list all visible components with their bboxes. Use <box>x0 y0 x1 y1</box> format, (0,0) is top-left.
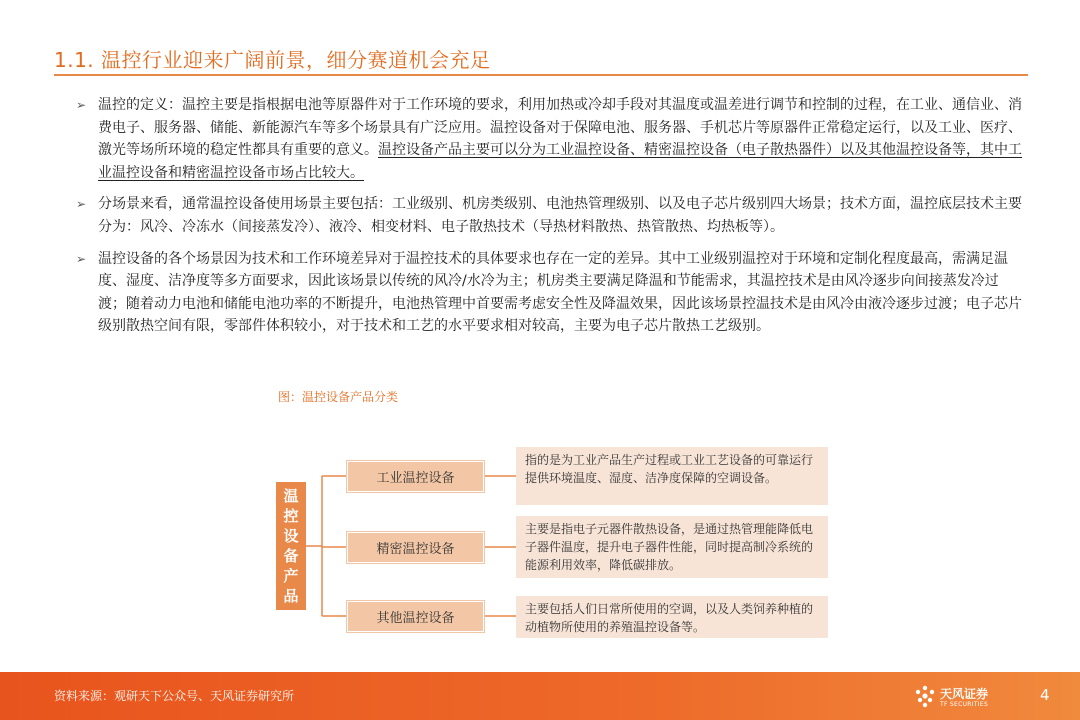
tf-logo-icon <box>914 684 936 708</box>
category-other: 其他温控设备 <box>347 601 484 632</box>
root-char: 产 <box>283 567 299 585</box>
diagram-root-node <box>276 482 306 610</box>
bullet-text: 温控的定义：温控主要是指根据电池等原器件对于工作环境的要求，利用加热或冷却手段对其温度或温差进行调节和控制的过程，在工业、通信业、消费电子、服务器、储能、新能源汽车等多个场景具有广泛应用。温控设备对于保障电池、服务器、手机芯片等原器件正常稳定运行，以及工业、医疗、激光等场所环境的稳定性都具有重要的意义。 <box>98 97 1022 159</box>
arrow-bullet-icon: ➢ <box>76 251 87 266</box>
root-char: 品 <box>283 587 299 605</box>
arrow-bullet-icon: ➢ <box>76 197 87 212</box>
desc-other: 主要包括人们日常所使用的空调，以及人类饲养种植的动植物所使用的养殖温控设备等。 <box>516 596 828 638</box>
page-number: 4 <box>1040 686 1050 704</box>
category-precision: 精密温控设备 <box>347 532 484 563</box>
desc-precision: 主要是指电子元器件散热设备，是通过热管理能降低电子器件温度，提升电子器件性能，同时提高制冷系统的能源利用效率，降低碳排放。 <box>516 516 828 578</box>
source-note: 资料来源：观研天下公众号、天风证券研究所 <box>54 689 295 703</box>
bullet-text: 分场景来看，通常温控设备使用场景主要包括：工业级别、机房类级别、电池热管理级别、以及电子芯片级别四大场景；技术方面，温控底层技术主要分为：风冷、冷冻水（间接蒸发冷）、液冷、相变材料、电子散热技术（导热材料散热、热管散热、均热板等）。 <box>98 196 1022 235</box>
desc-industrial: 指的是为工业产品生产过程或工业工艺设备的可靠运行提供环境温度、湿度、洁净度保障的空调设备。 <box>516 447 828 505</box>
root-char: 温 <box>283 487 299 505</box>
bullet-text-underlined: 温控设备产品主要可以分为工业温控设备、精密温控设备（电子散热器件）以及其他温控设备等，其中工业温控设备和精密温控设备市场占比较大。 <box>98 142 1022 181</box>
root-char: 控 <box>283 507 299 525</box>
brand-name: 天风证券 <box>940 687 989 701</box>
figure-caption: 图：温控设备产品分类 <box>278 390 399 404</box>
page-title: 1.1. 温控行业迎来广阔前景，细分赛道机会充足 <box>54 48 491 72</box>
bullet-text: 温控设备的各个场景因为技术和工作环境差异对于温控技术的具体要求也存在一定的差异。其中工业级别温控对于环境和定制化程度最高，需满足温度、湿度、洁净度等多方面要求，因此该场景以传统的风冷/水冷为主；机房类主要满足降温和节能需求，其温控技术是由风冷逐步向间接蒸发冷过渡；随着动力电池和储能电池功率的不断提升，电池热管理中首要需考虑安全性及降温效果，因此该场景控温技术是由风冷由液冷逐步过渡；电子芯片级别散热空间有限，零部件体积较小，对于技术和工艺的水平要求相对较高，主要为电子芯片散热工艺级别。 <box>98 250 1022 335</box>
brand-subtitle: TF SECURITIES <box>940 701 989 708</box>
root-char: 备 <box>283 547 299 565</box>
category-industrial: 工业温控设备 <box>347 461 484 492</box>
arrow-bullet-icon: ➢ <box>76 98 87 112</box>
root-char: 设 <box>283 527 299 545</box>
